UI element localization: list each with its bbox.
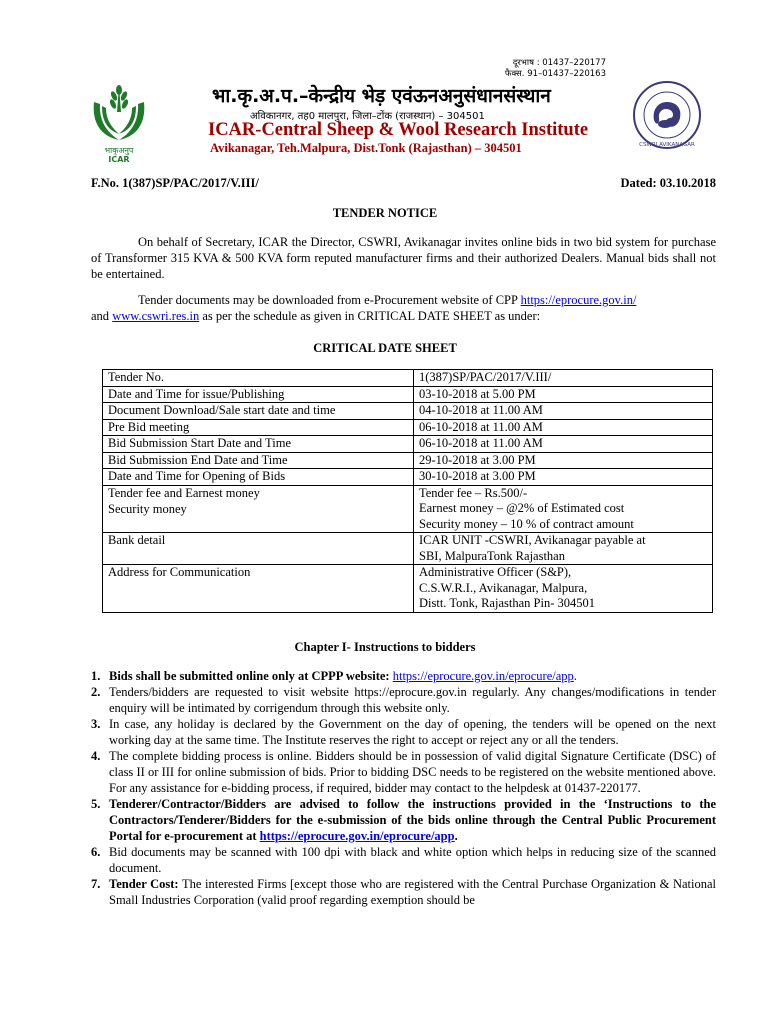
seal-text: CSWRI AVIKANAGAR bbox=[639, 142, 695, 148]
row-label: Document Download/Sale start date and time bbox=[103, 403, 414, 420]
row-value-line: Earnest money – @2% of Estimated cost bbox=[419, 501, 625, 515]
fax-number: फैक्स. 91–01437–220163 bbox=[504, 69, 606, 79]
item-number: 4. bbox=[91, 749, 101, 763]
list-item bbox=[91, 748, 716, 796]
download-text-and: and bbox=[91, 309, 113, 323]
row-value: 06-10-2018 at 11.00 AM bbox=[414, 419, 713, 436]
critical-date-table bbox=[102, 369, 713, 613]
row-label: Address for Communication bbox=[103, 565, 414, 613]
list-item bbox=[91, 844, 716, 876]
row-label: Bid Submission Start Date and Time bbox=[103, 436, 414, 453]
row-label-line: Security money bbox=[108, 502, 187, 516]
row-label: Date and Time for issue/Publishing bbox=[103, 386, 414, 403]
intro-paragraph bbox=[91, 234, 716, 282]
item-text: Bid documents may be scanned with 100 dpi with black and white option which helps in reducing size of the scanned document. bbox=[109, 845, 716, 875]
row-value: 04-10-2018 at 11.00 AM bbox=[414, 403, 713, 420]
row-label: Bid Submission End Date and Time bbox=[103, 452, 414, 469]
row-label-line: Tender fee and Earnest money bbox=[108, 485, 260, 500]
row-value-line: SBI, MalpuraTonk Rajasthan bbox=[419, 548, 565, 563]
row-value: 03-10-2018 at 5.00 PM bbox=[414, 386, 713, 403]
intro-text: On behalf of Secretary, ICAR the Director, CSWRI, Avikanagar invites online bids in two bid system for purchase of Transformer 315 KVA & 500 KVA form reputed manufacturer firms and their authorized Dealers. Manual bids shall not be entertained. bbox=[91, 235, 716, 281]
item-number: 5. bbox=[91, 797, 101, 811]
table-row bbox=[103, 469, 713, 486]
row-value-line: C.S.W.R.I., Avikanagar, Malpura, bbox=[419, 580, 588, 595]
row-label: Tender No. bbox=[103, 370, 414, 387]
download-paragraph bbox=[91, 292, 716, 324]
item-text: The interested Firms [except those who are registered with the Central Purchase Organization & National Small Industries Corporation (valid proof regarding exemption should be bbox=[109, 877, 717, 907]
hindi-address: अविकानगर, तह0 मालपुरा, जिला–टोंक (राजस्थान) – 304501 bbox=[250, 111, 485, 122]
chapter-title: Chapter I- Instructions to bidders bbox=[294, 640, 476, 654]
table-row bbox=[103, 419, 713, 436]
hindi-institute-name: भा.कृ.अ.प.–केन्द्रीय भेड़ एवंऊनअनुसंधानसंस्थान bbox=[212, 85, 551, 107]
item-bold-text: Bids shall be submitted online only at CPPP website: bbox=[109, 669, 393, 683]
institute-name: ICAR-Central Sheep & Wool Research Institute bbox=[208, 120, 589, 140]
row-value-line: Security money – 10 % of contract amount bbox=[419, 516, 634, 531]
table-row bbox=[103, 485, 713, 533]
list-item bbox=[91, 796, 716, 844]
row-label: Bank detail bbox=[103, 533, 414, 565]
row-value bbox=[414, 565, 713, 613]
row-value: 30-10-2018 at 3.00 PM bbox=[414, 469, 713, 486]
row-label: Pre Bid meeting bbox=[103, 419, 414, 436]
institute-address: Avikanagar, Teh.Malpura, Dist.Tonk (Rajasthan) – 304501 bbox=[210, 141, 522, 155]
item-number: 2. bbox=[91, 685, 101, 699]
item-text: The complete bidding process is online. Bidders should be in possession of valid digital Signature Certificate (DSC) of class II or III for online submission of bids. Prior to bidding DSC needs to be registered on the website mentioned above. For any assistance for e-bidding process, if required, bidder may contact to the helpdesk at 01437-220177. bbox=[109, 749, 716, 795]
cswri-website-link[interactable]: www.cswri.res.in bbox=[112, 309, 200, 323]
cppp-portal-link[interactable]: https://eprocure.gov.in/eprocure/app bbox=[392, 669, 574, 683]
notice-title: TENDER NOTICE bbox=[332, 206, 438, 220]
row-value: 06-10-2018 at 11.00 AM bbox=[414, 436, 713, 453]
contact-block bbox=[0, 58, 606, 80]
list-item bbox=[91, 668, 716, 684]
logo-hindi-text: भाकृअनुप bbox=[104, 146, 134, 155]
row-label: Date and Time for Opening of Bids bbox=[103, 469, 414, 486]
cswri-seal-logo bbox=[632, 80, 702, 150]
row-value bbox=[414, 485, 713, 533]
list-item bbox=[91, 684, 716, 716]
critical-date-sheet-title: CRITICAL DATE SHEET bbox=[313, 341, 457, 355]
item-bold-text: Tender Cost: bbox=[109, 877, 179, 891]
row-value-line: Administrative Officer (S&P), bbox=[419, 565, 572, 579]
table-row bbox=[103, 565, 713, 613]
row-value bbox=[414, 533, 713, 565]
row-value-line: Distt. Tonk, Rajasthan Pin- 304501 bbox=[419, 596, 595, 610]
file-number: F.No. 1(387)SP/PAC/2017/V.III/ bbox=[91, 176, 259, 190]
logo-text: ICAR bbox=[108, 155, 130, 164]
cppp-portal-link[interactable]: https://eprocure.gov.in/eprocure/app bbox=[259, 829, 455, 843]
table-row bbox=[103, 403, 713, 420]
item-number: 1. bbox=[91, 669, 101, 683]
row-value-line: Tender fee – Rs.500/- bbox=[419, 485, 528, 500]
item-text: In case, any holiday is declared by the Government on the day of opening, the tenders will be opened on the next working day at the same time. The Institute reserves the right to accept or reject any or all the tenders. bbox=[109, 717, 716, 747]
phone-number: दूरभाष : 01437–220177 bbox=[512, 58, 606, 68]
item-text-end: . bbox=[573, 669, 577, 683]
item-number: 6. bbox=[91, 845, 101, 859]
download-text-after: as per the schedule as given in CRITICAL DATE SHEET as under: bbox=[199, 309, 541, 323]
item-number: 3. bbox=[91, 717, 101, 731]
item-text: Tenders/bidders are requested to visit website https://eprocure.gov.in regularly. Any changes/modifications in tender enquiry will be intimated by corrigendum through this website only. bbox=[109, 685, 716, 715]
eprocure-link[interactable]: https://eprocure.gov.in/ bbox=[520, 293, 637, 307]
list-item bbox=[91, 716, 716, 748]
table-row bbox=[103, 386, 713, 403]
item-bold-text: Tenderer/Contractor/Bidders are advised to follow the instructions provided in the ‘Instructions to the Contractors/Tenderer/Bidders for the e-submission of the bids online through the Central Public Procurement Portal for e-procurement at bbox=[109, 797, 716, 843]
row-value: 29-10-2018 at 3.00 PM bbox=[414, 452, 713, 469]
icar-logo bbox=[88, 82, 150, 164]
item-number: 7. bbox=[91, 877, 101, 891]
download-text-before: Tender documents may be downloaded from e-Procurement website of CPP bbox=[138, 293, 521, 307]
instructions-list bbox=[91, 668, 716, 908]
item-text-end: . bbox=[454, 829, 458, 843]
row-value-line: ICAR UNIT -CSWRI, Avikanagar payable at bbox=[419, 533, 646, 547]
table-row bbox=[103, 370, 713, 387]
row-value: 1(387)SP/PAC/2017/V.III/ bbox=[414, 370, 713, 387]
table-row bbox=[103, 436, 713, 453]
table-row bbox=[103, 533, 713, 565]
list-item bbox=[91, 876, 716, 908]
row-label bbox=[103, 485, 414, 533]
notice-date: Dated: 03.10.2018 bbox=[620, 176, 716, 190]
table-row bbox=[103, 452, 713, 469]
download-text bbox=[91, 292, 716, 324]
